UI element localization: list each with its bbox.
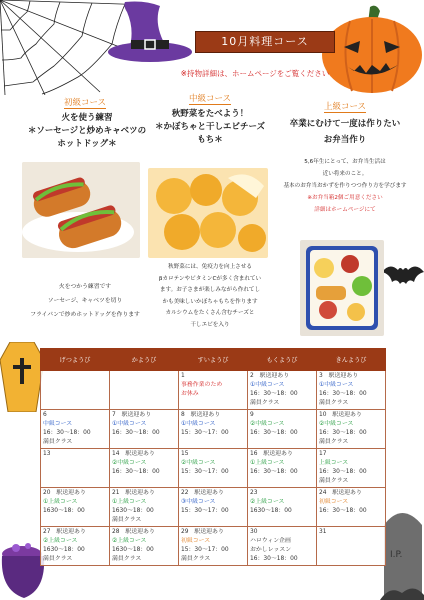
day-entry: 満員クラス [319, 478, 349, 484]
calendar-day-cell [179, 371, 248, 410]
weekday-header: げつようび [41, 349, 110, 371]
calendar-day-cell [179, 527, 248, 566]
day-entry: ①中級コース [112, 421, 147, 427]
calendar-day-cell [248, 410, 317, 449]
day-entry: 15：30～17：00 [181, 508, 229, 514]
weekday-header: きんようび [317, 349, 386, 371]
weekday-header: すいようび [179, 349, 248, 371]
day-entry: 16：30～18：00 [43, 430, 91, 436]
day-number: 23 [250, 490, 258, 496]
beginner-desc-line: ソーセージ、キャベツを切り [47, 298, 123, 304]
notice-text: ※持物詳細は、ホームページをご覧ください [180, 69, 330, 78]
day-entry: 満員クラス [250, 400, 280, 406]
calendar-day-cell [317, 410, 386, 449]
calendar-week-row [41, 488, 386, 527]
day-entry: 15：30～17：00 [181, 547, 229, 553]
day-entry: 1630～18：00 [250, 508, 292, 514]
intermediate-desc-line: 秋野菜には、免疫力を向上させる [168, 264, 252, 270]
day-entry: おかしレッスン [250, 547, 292, 553]
day-entry: 16：30～18：00 [250, 430, 298, 436]
day-number: 9 [250, 412, 254, 418]
day-number: 27 駅送迎あり [43, 529, 86, 535]
intermediate-line: もち＊ [197, 135, 223, 145]
advanced-desc-line: 基本のお弁当おかずを作りつつ作り方を学びます [283, 183, 407, 189]
witch-hat-icon [105, 0, 195, 70]
calendar-day-cell [110, 371, 179, 410]
day-number: 10 駅送迎あり [319, 412, 362, 418]
calendar-day-cell [41, 449, 110, 488]
day-entry: ①上級コース [43, 499, 78, 505]
day-entry: 16：30～18：00 [250, 469, 298, 475]
calendar-day-cell [110, 410, 179, 449]
day-entry: ②上級コース [112, 538, 147, 544]
intermediate-desc-line: βカロテンやビタミンCが多く含まれてい [158, 275, 262, 282]
calendar-day-cell [41, 410, 110, 449]
day-number: 7 駅送迎あり [112, 412, 152, 418]
beginner-line: ＊ソーセージと炒めキャベツの [27, 126, 147, 136]
day-entry: ハロウィン企画 [250, 538, 291, 544]
gravestone-icon [380, 505, 424, 600]
day-number: 15 [181, 451, 189, 457]
calendar-day-cell [248, 527, 317, 566]
day-entry: 満員クラス [43, 556, 73, 562]
day-number: 28 駅送迎あり [112, 529, 155, 535]
calendar-day-cell [41, 527, 110, 566]
day-entry: 中級コース [43, 421, 73, 427]
intermediate-desc-line: 干しエビを入り [190, 321, 230, 328]
beginner-desc-line: 火をつかう練習です [58, 284, 112, 290]
day-number: 16 駅送迎あり [250, 451, 293, 457]
schedule-calendar [40, 348, 386, 566]
calendar-day-cell [41, 488, 110, 527]
intermediate-line: ＊かぼちゃと干しエビチーズ [154, 122, 266, 132]
day-entry: 満員クラス [112, 556, 142, 562]
day-number: 14 駅送迎あり [112, 451, 155, 457]
svg-text:I.P.: I.P. [390, 550, 403, 560]
calendar-day-cell [317, 488, 386, 527]
calendar-day-cell [179, 410, 248, 449]
day-number: 17 [319, 451, 327, 457]
intermediate-heading: 中級コース [188, 94, 232, 104]
intermediate-desc-line: カルシウムをたくさん含むチーズと [165, 310, 255, 316]
day-number: 31 [319, 529, 327, 535]
day-entry: ①中級コース [250, 382, 285, 388]
day-entry: ①中級コース [319, 382, 354, 388]
day-entry: 16：30～18：00 [250, 391, 298, 397]
day-entry: ②中級コース [181, 460, 216, 466]
day-entry: 初級コース [319, 499, 349, 505]
day-entry: 16：30～18：00 [250, 556, 298, 562]
calendar-day-cell [248, 371, 317, 410]
day-number: 6 [43, 412, 47, 418]
advanced-heading: 上級コース [323, 102, 367, 112]
calendar-day-cell [110, 527, 179, 566]
intermediate-desc [140, 262, 280, 331]
advanced-lines [276, 116, 414, 148]
beginner-desc [10, 280, 160, 322]
calendar-week-row [41, 371, 386, 410]
day-entry: 16：30～18：00 [112, 430, 160, 436]
day-entry: 初級コース [181, 538, 211, 544]
advanced-desc-line: 5,6年生にとって、お弁当生活は [304, 159, 386, 165]
day-entry: ②上級コース [43, 538, 78, 544]
day-entry: 満員クラス [112, 517, 142, 523]
advanced-desc [270, 156, 420, 216]
day-entry: ②中級コース [319, 421, 354, 427]
day-entry: 16：30～18：00 [319, 508, 367, 514]
pumpkin-mochi-photo [148, 168, 268, 258]
coffin-icon [0, 342, 44, 412]
intermediate-desc-line: かも美味しいかぼちゃもちを作ります [162, 298, 258, 305]
calendar-week-row [41, 527, 386, 566]
day-number: 21 駅送迎あり [112, 490, 155, 496]
day-number: 13 [43, 451, 51, 457]
calendar-week-row [41, 449, 386, 488]
day-entry: ①上級コース [250, 460, 285, 466]
hotdog-photo [22, 162, 140, 258]
day-entry: ①中級コース [181, 421, 216, 427]
day-entry: お休み [181, 391, 199, 397]
day-entry: 満員クラス [319, 400, 349, 406]
bento-photo [300, 240, 384, 336]
day-entry: 満員クラス [181, 556, 211, 562]
day-entry: 15：30～17：00 [181, 469, 229, 475]
beginner-line: 火を使う練習 [61, 113, 113, 123]
beginner-heading: 初級コース [63, 98, 107, 108]
day-number: 22 駅送迎あり [181, 490, 224, 496]
weekday-header: かようび [110, 349, 179, 371]
calendar-header-row [41, 349, 386, 371]
day-number: 20 駅送迎あり [43, 490, 86, 496]
day-number: 8 駅送迎あり [181, 412, 221, 418]
day-entry: 15：30～17：00 [181, 430, 229, 436]
day-entry: 1630～18：00 [112, 508, 154, 514]
day-entry: ③中級コース [181, 499, 216, 505]
advanced-red-line: ※お弁当箱2個ご用意ください [307, 195, 383, 201]
day-entry: 16：30～18：00 [112, 469, 160, 475]
calendar-day-cell [179, 449, 248, 488]
day-entry: 16：30～18：00 [319, 391, 367, 397]
day-entry: 16：30～18：00 [319, 430, 367, 436]
day-number: 29 駅送迎あり [181, 529, 224, 535]
beginner-desc-line: フライパンで炒めホットドッグを作ります [30, 312, 140, 318]
day-number: 24 駅送迎あり [319, 490, 362, 496]
day-entry: ①上級コース [112, 499, 147, 505]
calendar-day-cell [179, 488, 248, 527]
day-number: 30 [250, 529, 258, 535]
day-number: 2 駅送迎あり [250, 373, 290, 379]
calendar-day-cell [110, 488, 179, 527]
advanced-line: 卒業にむけて一度は作りたい [289, 119, 401, 129]
advanced-red-line: 詳細はホームページにて [314, 207, 376, 213]
day-entry: 1630～18：00 [43, 508, 85, 514]
day-entry: ②上級コース [250, 499, 285, 505]
day-number: 1 [181, 373, 185, 379]
bat-icon [382, 258, 424, 300]
advanced-desc-line: 近い将来のこと。 [322, 171, 368, 177]
calendar-day-cell [317, 449, 386, 488]
day-number: 3 駅送迎あり [319, 373, 359, 379]
day-entry: 1630～18：00 [112, 547, 154, 553]
calendar-day-cell [41, 371, 110, 410]
calendar-day-cell [248, 449, 317, 488]
calendar-day-cell [317, 527, 386, 566]
calendar-day-cell [110, 449, 179, 488]
day-entry: 16：30～18：00 [319, 469, 367, 475]
day-entry: 1630～18：00 [43, 547, 85, 553]
intermediate-lines [140, 108, 280, 147]
day-entry: ②中級コース [250, 421, 285, 427]
pumpkin-icon [320, 3, 424, 95]
weekday-header: もくようび [248, 349, 317, 371]
day-entry: 満員クラス [43, 439, 73, 445]
page-title: 10月料理コース [195, 31, 335, 53]
intermediate-line: 秋野菜をたべよう！ [171, 109, 249, 119]
day-entry: 満員クラス [319, 439, 349, 445]
calendar-day-cell [248, 488, 317, 527]
beginner-line: ホットドッグ＊ [57, 139, 117, 149]
day-entry: ②中級コース [112, 460, 147, 466]
intermediate-desc-line: ます。お子さまが楽しみながら作れてし [159, 287, 261, 293]
day-entry: 上級コース [319, 460, 349, 466]
day-entry: 事務作業のため [181, 382, 223, 388]
advanced-line: お弁当作り [323, 135, 367, 145]
calendar-week-row [41, 410, 386, 449]
calendar-day-cell [317, 371, 386, 410]
